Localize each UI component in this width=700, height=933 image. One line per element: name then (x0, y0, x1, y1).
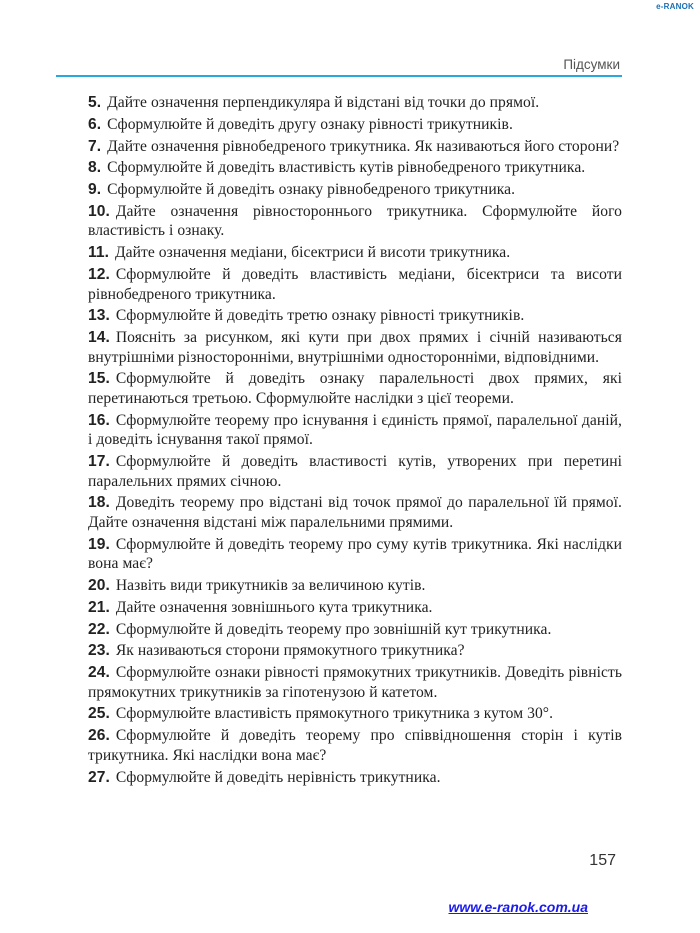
question-number: 23. (88, 642, 110, 660)
question-number: 14. (88, 329, 110, 347)
question-number: 18. (88, 494, 110, 512)
header-divider (56, 75, 622, 77)
question-number: 17. (88, 453, 110, 471)
question-text: Сформулюйте й доведіть другу ознаку рівності трикутників. (107, 115, 513, 133)
page-number: 157 (589, 852, 616, 869)
question-number: 8. (88, 159, 102, 177)
question-text: Як називаються сторони прямокутного трикутника? (115, 642, 465, 660)
question-text: Дайте означення перпендикуляра й відстані від точки до прямої. (107, 94, 540, 111)
question-text: Сформулюйте й доведіть властивість кутів рівнобедреного трикутника. (107, 159, 586, 177)
question-text: Сформулюйте й доведіть нерівність трикутника. (115, 768, 441, 786)
question-item (88, 768, 622, 788)
question-number: 7. (88, 137, 102, 155)
question-item (88, 202, 622, 241)
question-number: 27. (88, 768, 110, 786)
question-text: Сформулюйте й доведіть ознаку паралельності двох прямих, які перетинаються третьою. Сформулюйте наслідки з цієї теореми. (88, 370, 622, 407)
question-item (88, 535, 622, 574)
question-item (88, 576, 622, 596)
question-item (88, 411, 622, 450)
question-item (88, 598, 622, 618)
question-text: Сформулюйте й доведіть теорему про зовнішній кут трикутника. (115, 620, 552, 638)
question-item (88, 306, 622, 326)
question-item (88, 93, 622, 113)
question-text: Сформулюйте й доведіть теорему про суму кутів трикутника. Які наслідки вона має? (88, 535, 622, 573)
question-number: 9. (88, 181, 102, 199)
question-number: 26. (88, 727, 110, 745)
question-number: 22. (88, 620, 110, 638)
question-item (88, 452, 622, 491)
question-text: Сформулюйте ознаки рівності прямокутних трикутників. Доведіть рівність прямокутних трикутників за гіпотенузою й катетом. (88, 664, 622, 701)
question-text: Доведіть теорему про відстані від точок прямої до паралельної їй прямої. Дайте означення відстані між паралельними прямими. (88, 494, 622, 531)
question-number: 15. (88, 370, 110, 388)
question-item (88, 328, 622, 367)
question-text: Дайте означення зовнішнього кута трикутника. (115, 598, 433, 616)
question-number: 6. (88, 115, 102, 133)
question-text: Сформулюйте теорему про існування і єдиність прямої, паралельної даній, і доведіть існування такої прямої. (88, 411, 622, 449)
question-item (88, 158, 622, 178)
question-text: Дайте означення рівностороннього трикутника. Сформулюйте його властивість і ознаку. (88, 202, 622, 240)
question-number: 11. (88, 244, 109, 262)
section-title: Підсумки (563, 57, 620, 72)
question-text: Сформулюйте й доведіть теорему про співвідношення сторін і кутів трикутника. Які наслідки вона має? (88, 727, 622, 764)
question-item (88, 265, 622, 304)
question-number: 5. (88, 94, 102, 111)
question-number: 10. (88, 202, 110, 220)
question-text: Дайте означення рівнобедреного трикутника. Як називаються його сторони? (107, 137, 620, 155)
question-text: Сформулюйте й доведіть третю ознаку рівності трикутників. (115, 307, 525, 325)
question-list (88, 93, 622, 789)
question-item (88, 243, 622, 263)
question-number: 25. (88, 705, 110, 723)
question-number: 19. (88, 535, 110, 553)
question-item (88, 115, 622, 135)
question-number: 16. (88, 411, 110, 429)
question-text: Сформулюйте й доведіть ознаку рівнобедреного трикутника. (107, 181, 516, 199)
question-text: Сформулюйте й доведіть властивість медіани, бісектриси та висоти рівнобедреного трикутника. (88, 266, 622, 303)
question-item (88, 180, 622, 200)
question-item (88, 620, 622, 640)
question-text: Назвіть види трикутників за величиною кутів. (115, 576, 426, 594)
question-item (88, 663, 622, 702)
question-text: Поясніть за рисунком, які кути при двох прямих і січній називаються внутрішніми різносторонніми, внутрішніми односторонніми, відповідними. (88, 329, 622, 366)
question-number: 24. (88, 664, 110, 682)
question-text: Дайте означення медіани, бісектриси й висоти трикутника. (114, 244, 511, 262)
question-number: 12. (88, 266, 110, 284)
publisher-website-link[interactable]: www.e-ranok.com.ua (448, 899, 588, 915)
question-item (88, 137, 622, 157)
question-item (88, 726, 622, 765)
question-number: 13. (88, 307, 110, 325)
question-text: Сформулюйте й доведіть властивості кутів, утворених при перетині паралельних прямих січною. (88, 453, 622, 490)
question-item (88, 641, 622, 661)
question-number: 21. (88, 598, 110, 616)
question-item (88, 369, 622, 408)
question-number: 20. (88, 576, 110, 594)
publisher-logo: e-RANOK (656, 2, 694, 11)
question-text: Сформулюйте властивість прямокутного трикутника з кутом 30°. (115, 705, 554, 723)
question-item (88, 493, 622, 532)
question-item (88, 704, 622, 724)
